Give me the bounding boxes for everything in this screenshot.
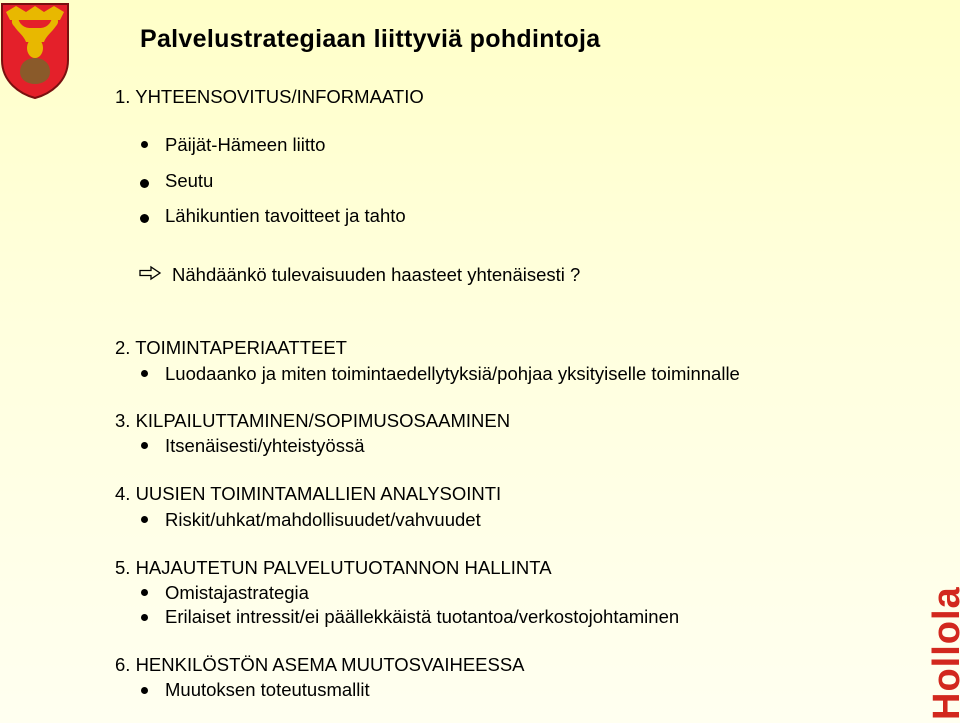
bullet-icon (141, 370, 148, 377)
hollola-logo (922, 586, 968, 723)
hollow-arrow-icon (139, 266, 161, 280)
section-5-heading: 5. HAJAUTETUN PALVELUTUOTANNON HALLINTA (115, 557, 552, 578)
section-4-heading: 4. UUSIEN TOIMINTAMALLIEN ANALYSOINTI (115, 483, 502, 504)
bullet-icon (141, 141, 148, 148)
bullet-icon (140, 179, 149, 188)
list-item: Omistajastrategia (165, 582, 309, 603)
bullet-icon (141, 516, 148, 523)
section-3-heading: 3. KILPAILUTTAMINEN/SOPIMUSOSAAMINEN (115, 410, 511, 431)
bullet-icon (141, 442, 148, 449)
bullet-icon (141, 687, 148, 694)
list-item: Lähikuntien tavoitteet ja tahto (165, 205, 406, 226)
bullet-icon (140, 214, 149, 223)
coat-of-arms-icon (0, 2, 70, 100)
section-6-heading: 6. HENKILÖSTÖN ASEMA MUUTOSVAIHEESSA (115, 654, 525, 675)
bullet-icon (141, 589, 148, 596)
section-2-heading: 2. TOIMINTAPERIAATTEET (115, 337, 347, 358)
list-item: Muutoksen toteutusmallit (165, 679, 370, 700)
arrow-item: Nähdäänkö tulevaisuuden haasteet yhtenäisesti ? (172, 264, 581, 285)
list-item: Päijät-Hämeen liitto (165, 134, 326, 155)
bullet-icon (141, 614, 148, 621)
slide-title: Palvelustrategiaan liittyviä pohdintoja (140, 25, 601, 53)
list-item: Itsenäisesti/yhteistyössä (165, 435, 365, 456)
list-item: Luodaanko ja miten toimintaedellytyksiä/pohjaa yksityiselle toiminnalle (165, 363, 740, 384)
list-item: Riskit/uhkat/mahdollisuudet/vahvuudet (165, 509, 481, 530)
section-1-heading: 1. YHTEENSOVITUS/INFORMAATIO (115, 86, 424, 107)
list-item: Seutu (165, 170, 214, 191)
brand-name: Hollola (926, 586, 968, 720)
list-item: Erilaiset intressit/ei päällekkäistä tuotantoa/verkostojohtaminen (165, 606, 680, 627)
